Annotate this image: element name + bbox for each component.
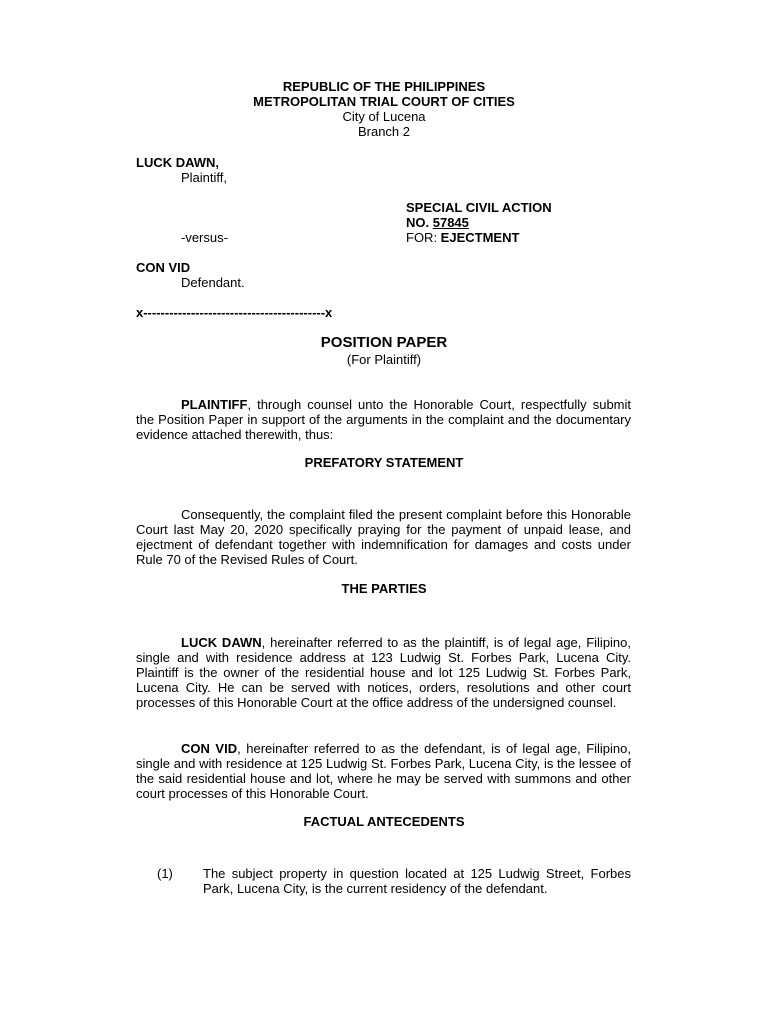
plaintiff-role: Plaintiff, bbox=[181, 170, 228, 185]
factual-item-text: The subject property in question located at 125 Ludwig Street, Forbes Park, Lucena City, is the current residency of the defendant. bbox=[203, 866, 631, 896]
case-number-value: 57845 bbox=[432, 215, 469, 230]
header-court: METROPOLITAN TRIAL COURT OF CITIES bbox=[253, 94, 515, 109]
parties-heading: THE PARTIES bbox=[341, 581, 427, 596]
case-type: SPECIAL CIVIL ACTION bbox=[406, 200, 552, 215]
header-republic: REPUBLIC OF THE PHILIPPINES bbox=[282, 79, 486, 94]
prefatory-text: Consequently, the complaint filed the present complaint before this Honorable Court last May 20, 2020 specifically praying for the payment of unpaid lease, and ejectment of defendant together with indemnification for damages and costs under Rule 70 of the Revised Rules of Court. bbox=[136, 507, 631, 567]
case-number bbox=[406, 215, 469, 230]
plaintiff-name: LUCK DAWN, bbox=[136, 155, 220, 170]
party1-text: , hereinafter referred to as the plaintiff, is of legal age, Filipino, single and with residence address at 123 Ludwig St. Forbes Park, Lucena City. Plaintiff is the owner of the residential house and lot 125 Ludwig St. Forbes Park, Lucena City. He can be served with notices, orders, resolutions and other court processes of this Honorable Court at the office address of the undersigned counsel. bbox=[136, 635, 632, 710]
prefatory-paragraph bbox=[136, 507, 631, 567]
prefatory-heading: PREFATORY STATEMENT bbox=[304, 455, 464, 470]
intro-text: , through counsel unto the Honorable Court, respectfully submit the Position Paper in support of the arguments in the complaint and the documentary evidence attached therewith, thus: bbox=[136, 397, 631, 442]
factual-heading: FACTUAL ANTECEDENTS bbox=[303, 814, 465, 829]
caption-separator: x------------------------------------------x bbox=[136, 305, 333, 320]
party1-paragraph bbox=[136, 635, 631, 710]
factual-item-number: (1) bbox=[157, 866, 173, 881]
party2-paragraph bbox=[136, 741, 631, 801]
case-number-label: NO. bbox=[406, 215, 433, 230]
party1-lead: LUCK DAWN bbox=[181, 635, 262, 650]
party2-text: , hereinafter referred to as the defendant, is of legal age, Filipino, single and with residence at 125 Ludwig St. Forbes Park, Lucena City, is the lessee of the said residential house and lot, where he may be served with summons and other court processes of this Honorable Court. bbox=[136, 741, 631, 801]
versus-label: -versus- bbox=[181, 230, 228, 245]
case-for bbox=[406, 230, 519, 245]
intro-paragraph bbox=[136, 397, 631, 442]
defendant-role: Defendant. bbox=[181, 275, 245, 290]
party2-lead: CON VID bbox=[181, 741, 238, 756]
header-branch: Branch 2 bbox=[357, 124, 411, 139]
defendant-name: CON VID bbox=[136, 260, 191, 275]
case-for-label: FOR: bbox=[406, 230, 441, 245]
intro-lead: PLAINTIFF bbox=[181, 397, 248, 412]
document-title: POSITION PAPER bbox=[320, 334, 448, 351]
case-for-value: EJECTMENT bbox=[440, 230, 520, 245]
document-subtitle: (For Plaintiff) bbox=[346, 352, 422, 367]
header-city: City of Lucena bbox=[342, 109, 426, 124]
